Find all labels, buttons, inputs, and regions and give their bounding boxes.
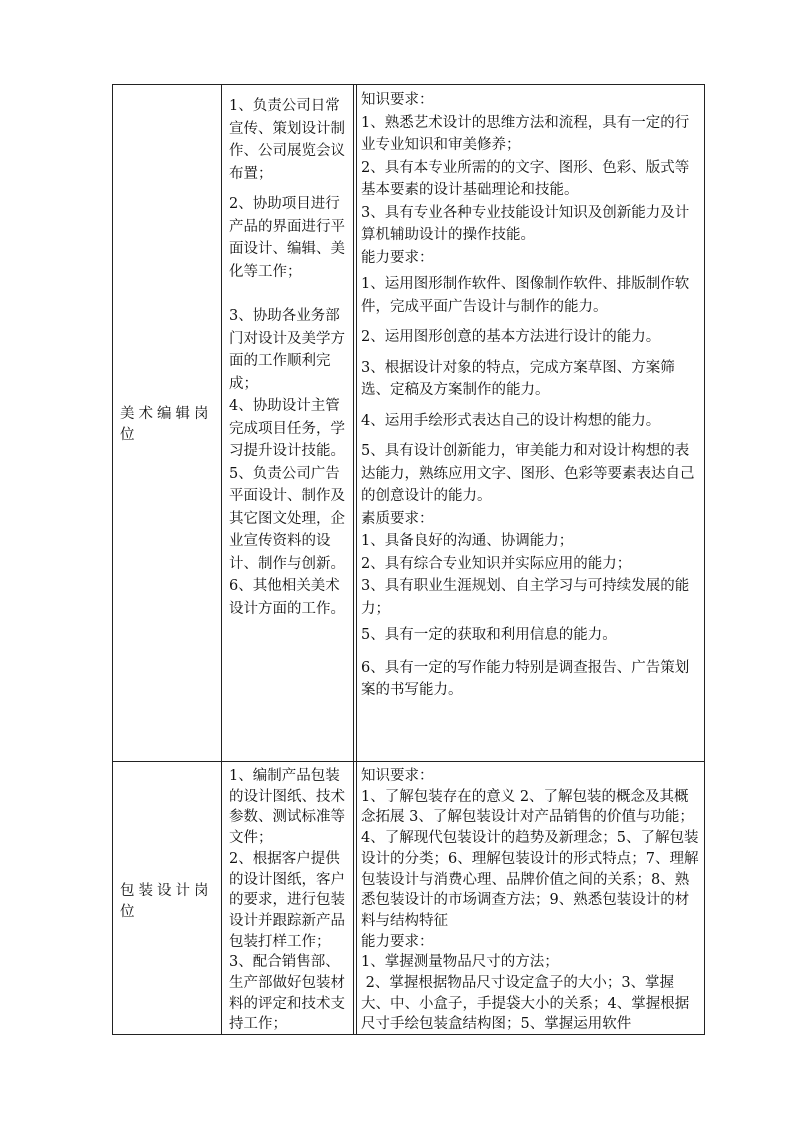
requirement-item: 2、运用图形创意的基本方法进行设计的能力。 xyxy=(361,329,661,345)
duty-item: 6、其他相关美术设计方面的工作。 xyxy=(229,578,345,617)
requirements-list xyxy=(361,89,703,702)
requirement-item: 6、具有一定的写作能力特别是调查报告、广告策划案的书写能力。 xyxy=(361,659,690,698)
duty-item: 5、负责公司广告平面设计、制作及其它图文处理，企业宣传资料的设计、制作与创新。 xyxy=(229,465,345,572)
requirement-item: 2、具有本专业所需的的文字、图形、色彩、版式等基本要素的设计基础理论和技能。 xyxy=(361,159,690,198)
duty-list xyxy=(229,766,351,1035)
requirement-item: 1、了解包装存在的意义 2、了解包装的概念及其概念拓展 3、了解包装设计对产品销售的价值与功能；4、了解现代包装设计的趋势及新理念；5、了解包装设计的分类；6、理解包装设计的形式特点；7、理解包装设计与消费心理、品牌价值之间的关系；8、熟悉包装设计的市场调查方法；9、熟悉包装设计的材料与结构特征 xyxy=(361,788,699,929)
requirement-item: 5、具有一定的获取和利用信息的能力。 xyxy=(361,627,617,643)
table-border-top xyxy=(112,84,705,85)
requirement-item: 1、掌握测量物品尺寸的方法； xyxy=(361,954,559,971)
section-heading: 能力要求： xyxy=(361,933,434,950)
post-name: 包装设计岗位 xyxy=(120,883,213,920)
requirements-list xyxy=(361,766,703,1035)
section-heading: 知识要求： xyxy=(361,92,434,108)
duty-item: 3、配合销售部、生产部做好包装材料的评定和技术支持工作； xyxy=(229,954,345,1033)
duty-item: 1、编制产品包装的设计图纸、技术参数、测试标准等文件； xyxy=(229,768,345,847)
requirement-item: 4、运用手绘形式表达自己的设计构想的能力。 xyxy=(361,412,661,429)
section-heading: 能力要求： xyxy=(361,249,434,266)
requirement-item: 5、具有设计创新能力，审美能力和对设计构想的表达能力，熟练应用文字、图形、色彩等要素表达自己的创意设计的能力。 xyxy=(361,443,695,504)
row-divider xyxy=(112,761,705,762)
requirement-item: 1、运用图形制作软件、图像制作软件、排版制作软件，完成平面广告设计与制作的能力。 xyxy=(361,276,690,315)
requirement-item: 2、掌握根据物品尺寸设定盒子的大小；3、掌握大、中、小盒子，手提袋大小的关系；4、掌握根据尺寸手绘包装盒结构图；5、掌握运用软件 xyxy=(361,975,690,1033)
duty-item: 3、协助各业务部门对设计及美学方面的工作顺利完成； xyxy=(229,308,345,392)
duty-item: 4、协助设计主管完成项目任务，学习提升设计技能。 xyxy=(229,398,345,459)
column-divider-1 xyxy=(221,84,222,1035)
requirement-item: 2、具有综合专业知识并实际应用的能力； xyxy=(361,555,632,572)
column-divider-2b xyxy=(356,84,357,1035)
requirement-item: 3、具有职业生涯规划、自主学习与可持续发展的能力； xyxy=(361,578,690,617)
section-heading: 知识要求： xyxy=(361,768,434,784)
section-heading: 素质要求： xyxy=(361,510,434,527)
table-border-right xyxy=(704,84,705,1035)
table-border-left xyxy=(112,84,113,1035)
requirement-item: 1、熟悉艺术设计的思维方法和流程，具有一定的行业专业知识和审美修养； xyxy=(361,114,690,153)
duty-item: 1、负责公司日常宣传、策划设计制作、公司展览会议布置； xyxy=(229,98,345,182)
duty-list xyxy=(229,95,351,620)
duty-item: 2、协助项目进行产品的界面进行平面设计、编辑、美化等工作； xyxy=(229,196,345,280)
post-name: 美术编辑岗位 xyxy=(120,406,213,443)
requirement-item: 3、具有专业各种专业技能设计知识及创新能力及计算机辅助设计的操作技能。 xyxy=(361,204,690,243)
duty-item: 2、根据客户提供的设计图纸，客户的要求，进行包装设计并跟踪新产品包装打样工作； xyxy=(229,850,345,950)
requirement-item: 1、具备良好的沟通、协调能力； xyxy=(361,533,574,549)
requirement-item: 3、根据设计对象的特点，完成方案草图、方案筛选、定稿及方案制作的能力。 xyxy=(361,359,675,398)
column-divider-2a xyxy=(353,84,354,1035)
